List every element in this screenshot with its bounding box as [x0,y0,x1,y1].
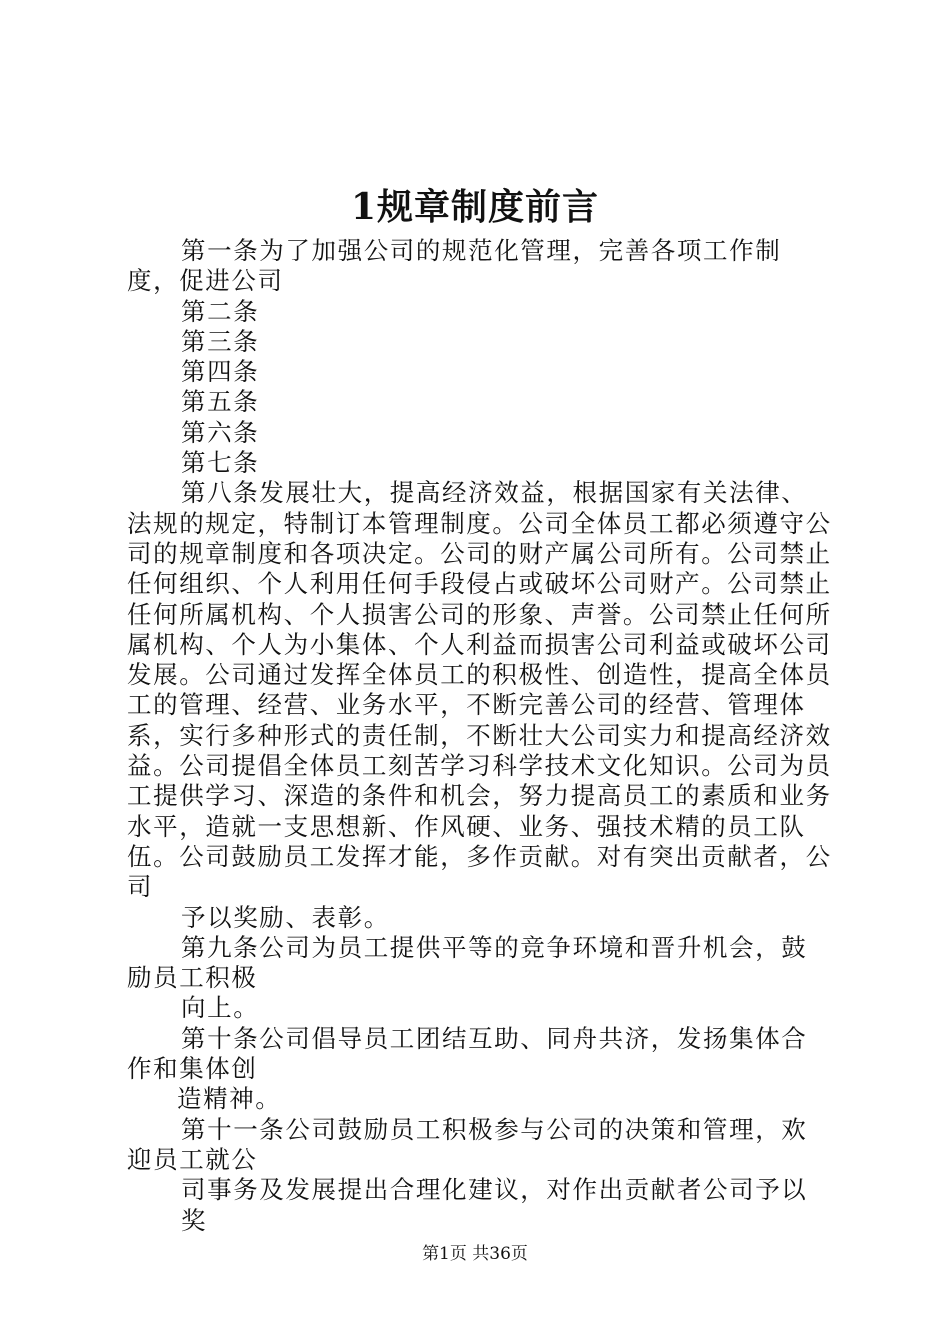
article-7: 第七条 [181,448,260,478]
article-2: 第二条 [181,296,260,326]
article-1: 第一条为了加强公司的规范化管理，完善各项工作制度，促进公司 [127,236,782,296]
article-10: 第十条公司倡导员工团结互助、同舟共济，发扬集体合作和集体创 [127,1023,808,1084]
article-9: 第九条公司为员工提供平等的竞争环境和晋升机会，鼓励员工积极 [127,932,808,993]
article-6: 第六条 [181,417,260,447]
article-9-continuation: 向上。 [181,993,260,1023]
article-5: 第五条 [181,387,260,417]
article-11-continuation: 司事务及发展提出合理化建议，对作出贡献者公司予以奖 [181,1175,808,1235]
page-number-footer: 第1页 共36页 [422,1244,528,1264]
article-10-continuation: 造精神。 [177,1084,282,1114]
document-title: 1规章制度前言 [350,186,600,228]
article-8: 第八条发展壮大，提高经济效益，根据国家有关法律、法规的规定，特制订本管理制度。公司全体员工都必须遵守公司的规章制度和各项决定。公司的财产属公司所有。公司禁止任何组织、个人利用任何手段侵占或破坏公司财产。公司禁止任何所属机构、个人损害公司的形象、声誉。公司禁止任何所属机构、个人为小集体、个人利益而损害公司利益或破坏公司发展。公司通过发挥全体员工的积极性、创造性，提高全体员工的管理、经营、业务水平，不断完善公司的经营、管理体系，实行多种形式的责任制，不断壮大公司实力和提高经济效益。公司提倡全体员工刻苦学习科学技术文化知识。公司为员工提供学习、深造的条件和机会，努力提高员工的素质和业务水平，造就一支思想新、作风硬、业务、强技术精的员工队伍。公司鼓励员工发挥才能，多作贡献。对有突出贡献者，公司 [127,478,832,902]
document-body [127,236,833,1236]
article-8-continuation: 予以奖励、表彰。 [181,902,390,932]
article-3: 第三条 [181,326,260,356]
article-4: 第四条 [181,357,260,387]
article-11: 第十一条公司鼓励员工积极参与公司的决策和管理，欢迎员工就公 [127,1114,808,1174]
